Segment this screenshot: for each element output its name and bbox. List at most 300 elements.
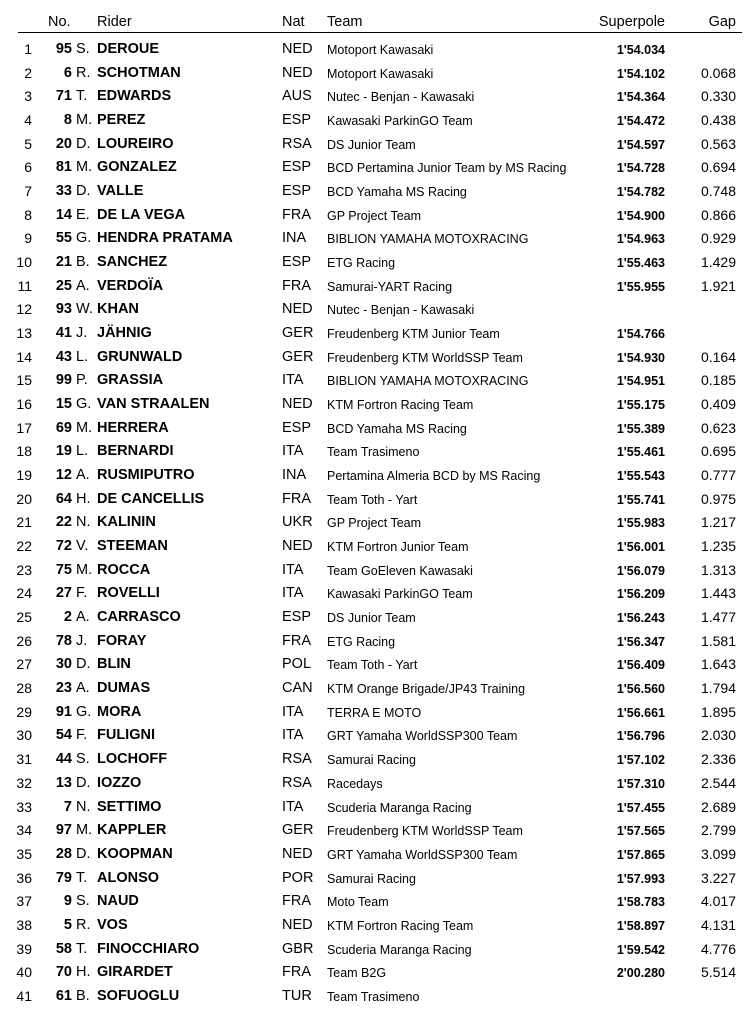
team-cell: Pertamina Almeria BCD by MS Racing (327, 469, 541, 484)
position-cell: 25 (16, 609, 32, 626)
table-row (0, 440, 745, 464)
team-cell: BIBLION YAMAHA MOTOXRACING (327, 374, 529, 389)
header-no: No. (48, 14, 71, 30)
position-cell: 32 (16, 774, 32, 791)
gap-cell: 1.581 (700, 632, 736, 649)
rider-initial-cell: G. (76, 703, 92, 720)
nationality-cell: NED (282, 396, 313, 413)
superpole-time-cell: 1'54.782 (616, 185, 665, 200)
position-cell: 35 (16, 845, 32, 862)
team-cell: Motoport Kawasaki (327, 66, 434, 81)
gap-cell: 1.895 (700, 703, 736, 720)
rider-number-cell: 71 (55, 88, 72, 105)
gap-cell: 0.409 (700, 396, 736, 413)
table-row (0, 369, 745, 393)
rider-surname-cell: VAN STRAALEN (97, 396, 210, 413)
position-cell: 6 (24, 159, 32, 176)
rider-number-cell: 55 (55, 230, 72, 247)
rider-surname-cell: CARRASCO (97, 609, 181, 626)
team-cell: KTM Fortron Junior Team (327, 540, 469, 555)
rider-number-cell: 91 (55, 703, 72, 720)
rider-initial-cell: R. (76, 64, 91, 81)
superpole-time-cell: 1'56.347 (616, 634, 665, 649)
rider-surname-cell: BERNARDI (97, 443, 174, 460)
rider-number-cell: 93 (55, 301, 72, 318)
position-cell: 13 (16, 325, 32, 342)
rider-number-cell: 8 (63, 112, 72, 129)
team-cell: KTM Fortron Racing Team (327, 398, 474, 413)
nationality-cell: FRA (282, 277, 311, 294)
team-cell: Scuderia Maranga Racing (327, 942, 472, 957)
position-cell: 10 (16, 254, 32, 271)
rider-number-cell: 81 (55, 159, 72, 176)
team-cell: Team B2G (327, 966, 387, 981)
rider-number-cell: 78 (55, 632, 72, 649)
rider-initial-cell: T. (76, 869, 88, 886)
rider-initial-cell: M. (76, 112, 93, 129)
nationality-cell: ITA (282, 585, 304, 602)
gap-cell: 2.030 (700, 727, 736, 744)
rider-number-cell: 30 (55, 656, 72, 673)
team-cell: Kawasaki ParkinGO Team (327, 114, 473, 129)
rider-surname-cell: GRASSIA (97, 372, 164, 389)
superpole-time-cell: 1'59.542 (616, 942, 665, 957)
position-cell: 28 (16, 680, 32, 697)
rider-surname-cell: SETTIMO (97, 798, 162, 815)
table-row (0, 488, 745, 512)
nationality-cell: ESP (282, 254, 312, 271)
nationality-cell: POL (282, 656, 312, 673)
position-cell: 16 (16, 396, 32, 413)
nationality-cell: ESP (282, 159, 312, 176)
gap-cell: 0.068 (700, 64, 736, 81)
team-cell: Freudenberg KTM Junior Team (327, 327, 500, 342)
rider-initial-cell: D. (76, 656, 91, 673)
position-cell: 40 (16, 964, 32, 981)
rider-surname-cell: BLIN (97, 656, 131, 673)
rider-surname-cell: PEREZ (97, 112, 146, 129)
rider-initial-cell: B. (76, 254, 90, 271)
rider-number-cell: 25 (55, 277, 72, 294)
nationality-cell: NED (282, 538, 313, 555)
position-cell: 12 (16, 301, 32, 318)
rider-initial-cell: S. (76, 893, 90, 910)
gap-cell: 1.477 (700, 609, 736, 626)
rider-surname-cell: JÄHNIG (97, 325, 152, 342)
nationality-cell: ESP (282, 112, 312, 129)
rider-number-cell: 43 (55, 348, 72, 365)
team-cell: BIBLION YAMAHA MOTOXRACING (327, 232, 529, 247)
position-cell: 14 (16, 348, 32, 365)
rider-initial-cell: L. (76, 443, 89, 460)
gap-cell: 4.131 (700, 916, 736, 933)
rider-number-cell: 95 (55, 41, 72, 57)
gap-cell: 1.643 (700, 656, 736, 673)
nationality-cell: INA (282, 467, 307, 484)
rider-initial-cell: J. (76, 325, 88, 342)
header-divider (18, 32, 742, 33)
gap-cell: 0.330 (700, 88, 736, 105)
rider-surname-cell: SCHOTMAN (97, 64, 181, 81)
position-cell: 18 (16, 443, 32, 460)
nationality-cell: RSA (282, 774, 312, 791)
table-row (0, 819, 745, 843)
table-row (0, 772, 745, 796)
team-cell: Moto Team (327, 895, 389, 910)
rider-number-cell: 79 (55, 869, 72, 886)
position-cell: 7 (24, 183, 32, 200)
nationality-cell: FRA (282, 893, 311, 910)
rider-number-cell: 21 (55, 254, 72, 271)
nationality-cell: NED (282, 301, 313, 318)
nationality-cell: FRA (282, 206, 311, 223)
rider-initial-cell: R. (76, 916, 91, 933)
superpole-time-cell: 1'55.955 (616, 279, 665, 294)
team-cell: DS Junior Team (327, 611, 416, 626)
table-row (0, 748, 745, 772)
rider-initial-cell: L. (76, 348, 89, 365)
gap-cell: 0.694 (700, 159, 736, 176)
team-cell: BCD Yamaha MS Racing (327, 185, 467, 200)
rider-surname-cell: ALONSO (97, 869, 160, 886)
position-cell: 4 (24, 112, 32, 129)
position-cell: 8 (24, 206, 32, 223)
gap-cell: 1.443 (700, 585, 736, 602)
table-row (0, 653, 745, 677)
table-row (0, 511, 745, 535)
rider-initial-cell: A. (76, 277, 90, 294)
nationality-cell: GER (282, 325, 314, 342)
table-row (0, 701, 745, 725)
rider-surname-cell: KAPPLER (97, 822, 167, 839)
superpole-time-cell: 1'54.963 (616, 232, 665, 247)
rider-number-cell: 6 (63, 64, 72, 81)
nationality-cell: TUR (282, 987, 312, 1004)
rider-surname-cell: ROVELLI (97, 585, 160, 602)
rider-initial-cell: H. (76, 964, 91, 981)
team-cell: Samurai-YART Racing (327, 279, 453, 294)
position-cell: 22 (16, 538, 32, 555)
team-cell: BCD Pertamina Junior Team by MS Racing (327, 161, 567, 176)
team-cell: GP Project Team (327, 208, 422, 223)
table-row (0, 985, 745, 1009)
rider-number-cell: 28 (55, 845, 72, 862)
table-row (0, 346, 745, 370)
nationality-cell: ESP (282, 183, 312, 200)
superpole-time-cell: 1'54.597 (616, 137, 665, 152)
rider-surname-cell: STEEMAN (97, 538, 168, 555)
position-cell: 29 (16, 703, 32, 720)
position-cell: 17 (16, 419, 32, 436)
superpole-time-cell: 1'56.409 (616, 658, 665, 673)
gap-cell: 2.336 (700, 751, 736, 768)
rider-surname-cell: DUMAS (97, 680, 151, 697)
rider-initial-cell: F. (76, 727, 88, 744)
position-cell: 24 (16, 585, 32, 602)
rider-initial-cell: H. (76, 490, 91, 507)
superpole-time-cell: 1'56.209 (616, 587, 665, 602)
superpole-time-cell: 1'58.783 (616, 895, 665, 910)
position-cell: 33 (16, 798, 32, 815)
results-header (0, 0, 745, 33)
superpole-time-cell: 1'55.389 (616, 421, 665, 436)
rider-initial-cell: J. (76, 632, 88, 649)
superpole-time-cell: 1'54.900 (616, 208, 665, 223)
nationality-cell: CAN (282, 680, 313, 697)
position-cell: 5 (24, 135, 32, 152)
header-team: Team (327, 14, 363, 30)
team-cell: Racedays (327, 776, 383, 791)
rider-surname-cell: IOZZO (97, 774, 142, 791)
position-cell: 9 (24, 230, 32, 247)
rider-surname-cell: FORAY (97, 632, 147, 649)
table-row (0, 890, 745, 914)
table-row (0, 156, 745, 180)
team-cell: GRT Yamaha WorldSSP300 Team (327, 847, 518, 862)
superpole-time-cell: 1'56.001 (616, 540, 665, 555)
gap-cell: 0.623 (700, 419, 736, 436)
rider-initial-cell: D. (76, 135, 91, 152)
rider-number-cell: 75 (55, 561, 72, 578)
rider-number-cell: 14 (55, 206, 72, 223)
superpole-time-cell: 1'56.796 (616, 729, 665, 744)
position-cell: 36 (16, 869, 32, 886)
gap-cell: 4.776 (700, 940, 736, 957)
nationality-cell: FRA (282, 632, 311, 649)
position-cell: 41 (16, 987, 32, 1004)
superpole-time-cell: 1'57.102 (616, 753, 665, 768)
table-row (0, 559, 745, 583)
rider-number-cell: 20 (55, 135, 72, 152)
nationality-cell: NED (282, 64, 313, 81)
gap-cell: 0.164 (700, 348, 736, 365)
nationality-cell: NED (282, 41, 313, 57)
gap-cell: 2.799 (700, 822, 736, 839)
rider-number-cell: 12 (55, 467, 72, 484)
table-row (0, 464, 745, 488)
rider-number-cell: 72 (55, 538, 72, 555)
rider-surname-cell: KALININ (97, 514, 156, 531)
position-cell: 19 (16, 467, 32, 484)
nationality-cell: RSA (282, 751, 312, 768)
rider-number-cell: 7 (63, 798, 72, 815)
rider-number-cell: 54 (55, 727, 72, 744)
rider-initial-cell: S. (76, 751, 90, 768)
team-cell: Kawasaki ParkinGO Team (327, 587, 473, 602)
nationality-cell: ITA (282, 443, 304, 460)
position-cell: 21 (16, 514, 32, 531)
header-nat: Nat (282, 14, 305, 30)
superpole-time-cell: 1'57.310 (616, 776, 665, 791)
superpole-time-cell: 1'56.560 (616, 682, 665, 697)
gap-cell: 2.689 (700, 798, 736, 815)
rider-initial-cell: G. (76, 396, 92, 413)
superpole-time-cell: 1'55.543 (616, 469, 665, 484)
team-cell: Team Toth - Yart (327, 492, 418, 507)
rider-surname-cell: SANCHEZ (97, 254, 168, 271)
nationality-cell: FRA (282, 964, 311, 981)
rider-initial-cell: E. (76, 206, 90, 223)
rider-initial-cell: F. (76, 585, 88, 602)
rider-surname-cell: HENDRA PRATAMA (97, 230, 233, 247)
superpole-time-cell: 1'57.865 (616, 847, 665, 862)
nationality-cell: NED (282, 845, 313, 862)
position-cell: 2 (24, 64, 32, 81)
nationality-cell: ITA (282, 561, 304, 578)
team-cell: ETG Racing (327, 256, 396, 271)
position-cell: 15 (16, 372, 32, 389)
table-row (0, 938, 745, 962)
rider-surname-cell: DE LA VEGA (97, 206, 186, 223)
rider-number-cell: 70 (55, 964, 72, 981)
superpole-time-cell: 1'54.472 (616, 114, 665, 129)
position-cell: 3 (24, 88, 32, 105)
rider-initial-cell: W. (76, 301, 93, 318)
team-cell: GRT Yamaha WorldSSP300 Team (327, 729, 518, 744)
team-cell: DS Junior Team (327, 137, 416, 152)
superpole-time-cell: 1'55.463 (616, 256, 665, 271)
gap-cell: 1.313 (700, 561, 736, 578)
rider-surname-cell: HERRERA (97, 419, 169, 436)
rider-number-cell: 19 (55, 443, 72, 460)
superpole-time-cell: 1'58.897 (616, 918, 665, 933)
rider-surname-cell: NAUD (97, 893, 139, 910)
gap-cell: 1.429 (700, 254, 736, 271)
position-cell: 30 (16, 727, 32, 744)
rider-surname-cell: ROCCA (97, 561, 151, 578)
position-cell: 38 (16, 916, 32, 933)
position-cell: 34 (16, 822, 32, 839)
rider-initial-cell: N. (76, 798, 91, 815)
table-row (0, 133, 745, 157)
team-cell: Scuderia Maranga Racing (327, 800, 472, 815)
gap-cell: 0.929 (700, 230, 736, 247)
position-cell: 39 (16, 940, 32, 957)
position-cell: 37 (16, 893, 32, 910)
rider-surname-cell: VOS (97, 916, 128, 933)
position-cell: 20 (16, 490, 32, 507)
rider-number-cell: 13 (55, 774, 72, 791)
table-row (0, 417, 745, 441)
gap-cell: 3.099 (700, 845, 736, 862)
rider-surname-cell: EDWARDS (97, 88, 172, 105)
table-row (0, 204, 745, 228)
superpole-time-cell: 1'55.983 (616, 516, 665, 531)
rider-surname-cell: FINOCCHIARO (97, 940, 200, 957)
gap-cell: 1.921 (700, 277, 736, 294)
rider-surname-cell: SOFUOGLU (97, 987, 180, 1004)
superpole-time-cell: 1'54.951 (616, 374, 665, 389)
table-row (0, 961, 745, 985)
rider-number-cell: 23 (55, 680, 72, 697)
superpole-time-cell: 1'57.993 (616, 871, 665, 886)
nationality-cell: GER (282, 822, 314, 839)
rider-number-cell: 61 (55, 987, 72, 1004)
gap-cell: 0.695 (700, 443, 736, 460)
team-cell: Team Trasimeno (327, 445, 420, 460)
superpole-time-cell: 1'56.079 (616, 563, 665, 578)
team-cell: Samurai Racing (327, 871, 416, 886)
nationality-cell: ITA (282, 372, 304, 389)
gap-cell: 0.438 (700, 112, 736, 129)
team-cell: Team Toth - Yart (327, 658, 418, 673)
team-cell: Nutec - Benjan - Kawasaki (327, 303, 475, 318)
nationality-cell: FRA (282, 490, 311, 507)
rider-initial-cell: M. (76, 159, 93, 176)
nationality-cell: UKR (282, 514, 313, 531)
rider-number-cell: 5 (63, 916, 72, 933)
team-cell: Nutec - Benjan - Kawasaki (327, 90, 475, 105)
table-row (0, 606, 745, 630)
rider-surname-cell: LOCHOFF (97, 751, 168, 768)
superpole-time-cell: 1'55.741 (616, 492, 665, 507)
rider-surname-cell: LOUREIRO (97, 135, 174, 152)
table-row (0, 322, 745, 346)
rider-initial-cell: D. (76, 183, 91, 200)
table-row (0, 109, 745, 133)
superpole-time-cell: 1'55.175 (616, 398, 665, 413)
rider-number-cell: 22 (55, 514, 72, 531)
rider-initial-cell: M. (76, 561, 93, 578)
rider-initial-cell: G. (76, 230, 92, 247)
rider-number-cell: 2 (63, 609, 72, 626)
nationality-cell: POR (282, 869, 314, 886)
nationality-cell: RSA (282, 135, 312, 152)
table-row (0, 724, 745, 748)
table-row (0, 275, 745, 299)
table-row (0, 85, 745, 109)
rider-initial-cell: B. (76, 987, 90, 1004)
gap-cell: 0.748 (700, 183, 736, 200)
superpole-time-cell: 1'57.565 (616, 824, 665, 839)
nationality-cell: GER (282, 348, 314, 365)
table-row (0, 251, 745, 275)
table-row (0, 843, 745, 867)
team-cell: Samurai Racing (327, 753, 416, 768)
team-cell: KTM Orange Brigade/JP43 Training (327, 682, 526, 697)
rider-surname-cell: KOOPMAN (97, 845, 173, 862)
rider-number-cell: 69 (55, 419, 72, 436)
gap-cell: 3.227 (700, 869, 736, 886)
table-row (0, 38, 745, 62)
rider-surname-cell: DE CANCELLIS (97, 490, 205, 507)
superpole-time-cell: 1'54.766 (616, 327, 665, 342)
gap-cell: 0.185 (700, 372, 736, 389)
superpole-time-cell: 1'54.364 (616, 90, 665, 105)
rider-surname-cell: GIRARDET (97, 964, 173, 981)
nationality-cell: ITA (282, 798, 304, 815)
table-row (0, 796, 745, 820)
team-cell: BCD Yamaha MS Racing (327, 421, 467, 436)
nationality-cell: ITA (282, 727, 304, 744)
nationality-cell: INA (282, 230, 307, 247)
rider-number-cell: 41 (55, 325, 72, 342)
gap-cell: 0.777 (700, 467, 736, 484)
gap-cell: 0.975 (700, 490, 736, 507)
rider-number-cell: 9 (63, 893, 72, 910)
nationality-cell: ESP (282, 609, 312, 626)
gap-cell: 1.235 (700, 538, 736, 555)
rider-initial-cell: M. (76, 419, 93, 436)
rider-surname-cell: VALLE (97, 183, 144, 200)
rider-surname-cell: FULIGNI (97, 727, 155, 744)
table-row (0, 630, 745, 654)
position-cell: 27 (16, 656, 32, 673)
table-row (0, 535, 745, 559)
nationality-cell: ESP (282, 419, 312, 436)
table-row (0, 180, 745, 204)
position-cell: 26 (16, 632, 32, 649)
